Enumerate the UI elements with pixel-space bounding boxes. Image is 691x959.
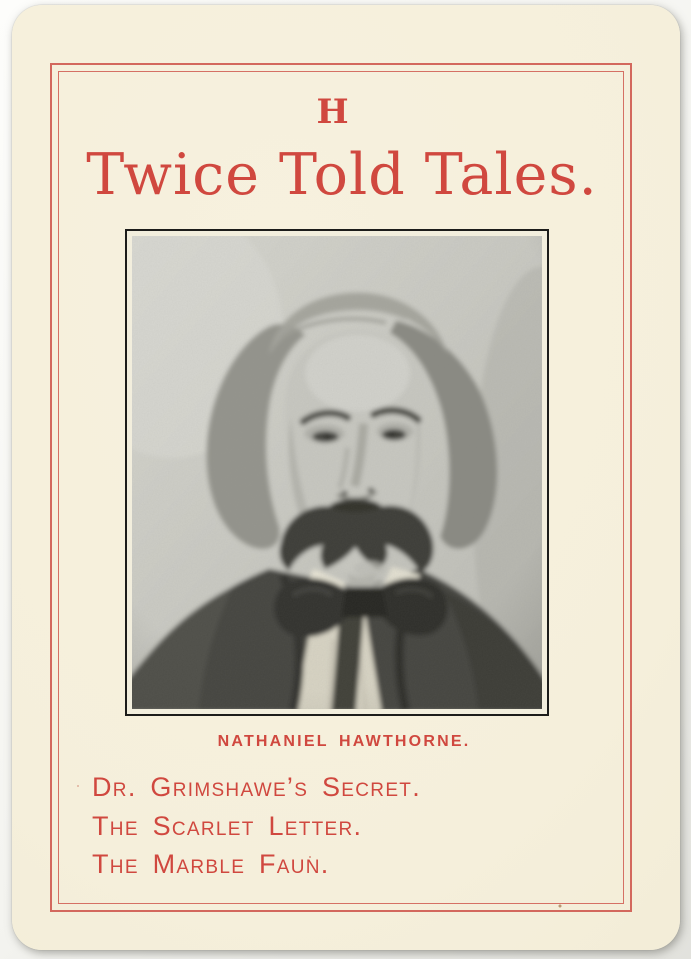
book-item: The Marble Faun.: [92, 849, 330, 879]
card-index-letter: H: [316, 92, 350, 132]
book-item: The Scarlet Letter.: [92, 810, 363, 841]
card-title: Twice Told Tales.: [86, 142, 598, 208]
game-card: [12, 5, 680, 950]
book-list: [92, 768, 421, 884]
halftone-portrait-image: [132, 236, 542, 709]
portrait-frame: [125, 229, 549, 716]
portrait-caption: NATHANIEL HAWTHORNE.: [217, 733, 471, 750]
book-item: Dr. Grimshawe’s Secret.: [92, 772, 421, 802]
